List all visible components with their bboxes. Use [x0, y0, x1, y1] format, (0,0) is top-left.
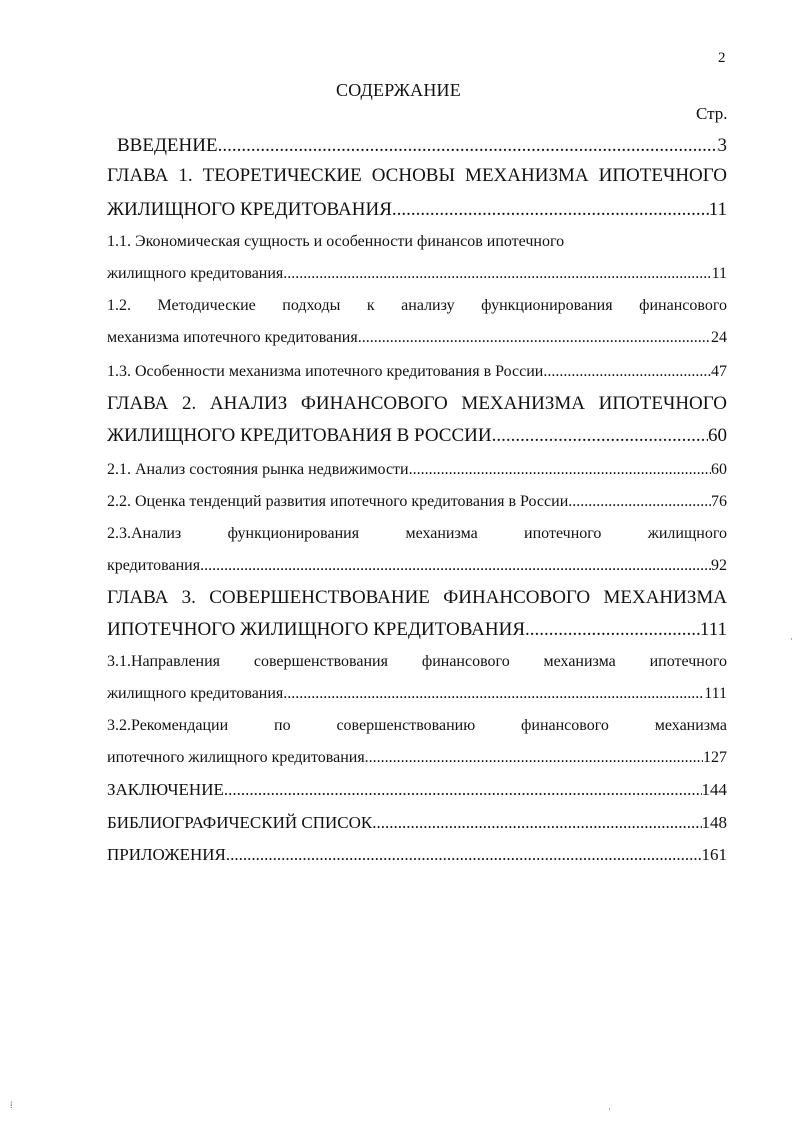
toc-entry-text: механизма ипотечного кредитования	[107, 329, 358, 346]
toc-entry-line: 2.3.Анализ функционирования механизма ипотечного жилищного	[107, 525, 727, 542]
toc-entry-line: ГЛАВА 2. АНАЛИЗ ФИНАНСОВОГО МЕХАНИЗМА ИПОТЕЧНОГО	[107, 393, 727, 414]
toc-entry-text: 2.1. Анализ состояния рынка недвижимости	[107, 461, 409, 478]
leader-dots	[392, 198, 709, 222]
toc-entry-section-1-3[interactable]	[107, 360, 727, 384]
toc-entry-line: ГЛАВА 1. ТЕОРЕТИЧЕСКИЕ ОСНОВЫ МЕХАНИЗМА ИПОТЕЧНОГО	[107, 165, 727, 186]
toc-entry-page: 11	[708, 199, 727, 220]
toc-entry-page: 148	[701, 813, 727, 832]
toc-entry-line	[107, 326, 727, 350]
toc-entry-line	[107, 682, 727, 706]
leader-dots	[224, 778, 702, 802]
toc-entry-text: кредитования	[107, 557, 201, 574]
toc-entry-page: 60	[711, 461, 727, 478]
toc-entry-page: 144	[701, 780, 727, 799]
toc-entry-text: жилищного кредитования	[107, 685, 284, 702]
leader-dots	[568, 490, 711, 514]
leader-dots	[365, 746, 703, 770]
toc-entry-text: ипотечного жилищного кредитования	[107, 749, 365, 766]
toc-title: СОДЕРЖАНИЕ	[336, 80, 461, 100]
toc-entry-text: ЗАКЛЮЧЕНИЕ	[107, 780, 224, 799]
leader-dots	[283, 262, 711, 286]
leader-dots	[283, 682, 704, 706]
toc-entry-section-2-2[interactable]	[107, 490, 727, 514]
leader-dots	[218, 134, 718, 158]
toc-entry-line	[107, 262, 727, 286]
toc-entry-line: 3.1.Направления совершенствования финансового механизма ипотечного	[107, 653, 727, 670]
toc-entry-page: 111	[699, 619, 727, 640]
toc-entry-page: 24	[711, 329, 727, 346]
toc-entry-line: ГЛАВА 3. СОВЕРШЕНСТВОВАНИЕ ФИНАНСОВОГО МЕХАНИЗМА	[107, 587, 727, 608]
toc-entry-page: 127	[703, 749, 727, 766]
toc-entry-text: ПРИЛОЖЕНИЯ	[107, 845, 226, 864]
leader-dots	[409, 458, 711, 482]
toc-entry-line: 1.1. Экономическая сущность и особенности финансов ипотечного	[107, 233, 565, 250]
scan-artifact: ·	[608, 1104, 611, 1114]
toc-entry-introduction[interactable]	[117, 134, 727, 158]
toc-entry-page: 47	[711, 363, 727, 380]
toc-entry-text: ИПОТЕЧНОГО ЖИЛИЩНОГО КРЕДИТОВАНИЯ	[107, 619, 526, 640]
toc-entry-line	[107, 554, 727, 578]
toc-entry-line	[107, 746, 727, 770]
leader-dots	[372, 811, 701, 835]
toc-entry-page: 161	[701, 845, 727, 864]
toc-entry-page: 76	[711, 493, 727, 510]
toc-entry-line: 1.2. Методические подходы к анализу функционирования финансового	[107, 297, 727, 314]
toc-entry-text: 2.2. Оценка тенденций развития ипотечного кредитования в России	[107, 493, 569, 510]
leader-dots	[200, 554, 711, 578]
toc-entry-bibliography[interactable]	[107, 811, 727, 835]
toc-entry-section-2-1[interactable]	[107, 458, 727, 482]
toc-entry-text: 1.3. Особенности механизма ипотечного кредитования в России	[107, 363, 544, 380]
toc-entry-text: ЖИЛИЩНОГО КРЕДИТОВАНИЯ	[107, 199, 392, 220]
toc-entry-text: ЖИЛИЩНОГО КРЕДИТОВАНИЯ В РОССИИ	[107, 425, 492, 446]
scan-artifact: ⁞	[10, 1100, 13, 1110]
toc-entry-page: 3	[717, 135, 727, 156]
toc-entry-page: 11	[711, 265, 727, 282]
scan-artifact: ·	[790, 634, 793, 644]
toc-entry-conclusion[interactable]	[107, 778, 727, 802]
toc-entry-text: БИБЛИОГРАФИЧЕСКИЙ СПИСОК	[107, 813, 373, 832]
toc-entry-line: 3.2.Рекомендации по совершенствованию финансового механизма	[107, 717, 727, 734]
toc-entry-text: ВВЕДЕНИЕ	[117, 135, 218, 156]
leader-dots	[226, 843, 702, 867]
toc-entry-line	[107, 618, 727, 642]
leader-dots	[492, 424, 708, 448]
page-number: 2	[718, 50, 726, 66]
toc-entry-page: 111	[704, 685, 727, 702]
toc-entry-line	[107, 424, 727, 448]
leader-dots	[543, 360, 711, 384]
toc-entry-appendices[interactable]	[107, 843, 727, 867]
toc-entry-page: 92	[711, 557, 727, 574]
toc-entry-text: жилищного кредитования	[107, 265, 284, 282]
toc-entry-page: 60	[708, 425, 727, 446]
toc-entry-line	[107, 198, 727, 222]
leader-dots	[525, 618, 700, 642]
page-column-label: Стр.	[696, 104, 728, 123]
leader-dots	[358, 326, 711, 350]
